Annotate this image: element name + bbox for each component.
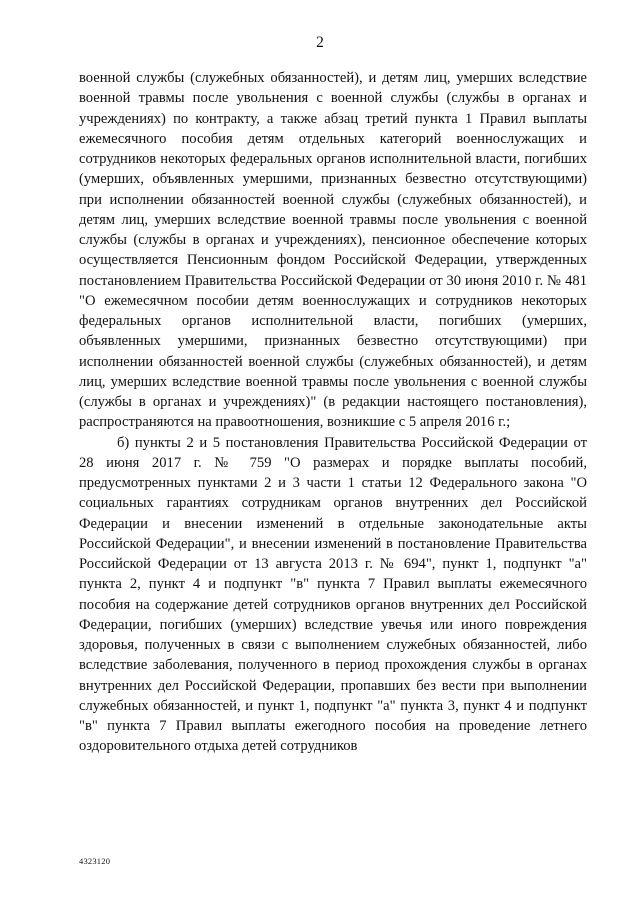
page-number: 2 [316, 34, 324, 51]
document-body [79, 68, 587, 757]
paragraph-item-b: б) пункты 2 и 5 постановления Правительства Российской Федерации от 28 июня 2017 г. № 759 "О размерах и порядке выплаты пособий, предусмотренных пунктами 2 и 3 части 1 статьи 12 Федерального закона "О социальных гарантиях сотрудникам органов внутренних дел Российской Федерации и внесении изменений в отдельные законодательные акты Российской Федерации", и внесении изменений в постановление Правительства Российской Федерации от 13 августа 2013 г. № 694", пункт 1, подпункт "а" пункта 2, пункт 4 и подпункт "в" пункта 7 Правил выплаты ежемесячного пособия на содержание детей сотрудников органов внутренних дел Российской Федерации, погибших (умерших) вследствие увечья или иного повреждения здоровья, полученных в связи с выполнением служебных обязанностей, либо вследствие заболевания, полученного в период прохождения службы в органах внутренних дел Российской Федерации, пропавших без вести при выполнении служебных обязанностей, и пункт 1, подпункт "а" пункта 3, пункт 4 и подпункт "в" пункта 7 Правил выплаты ежегодного пособия на проведение летнего оздоровительного отдыха детей сотрудников [79, 434, 587, 755]
document-code: 4323120 [79, 856, 111, 866]
paragraph-continuation: военной службы (служебных обязанностей), и детям лиц, умерших вследствие военной травмы после увольнения с военной службы (службы в органах и учреждениях) по контракту, а также абзац третий пункта 1 Правил выплаты ежемесячного пособия детям отдельных категорий военнослужащих и сотрудников некоторых федеральных органов исполнительной власти, погибших (умерших, объявленных умершими, признанных безвестно отсутствующими) при исполнении обязанностей военной службы (служебных обязанностей), и детям лиц, умерших вследствие военной травмы после увольнения с военной службы (службы в органах и учреждениях), пенсионное обеспечение которых осуществляется Пенсионным фондом Российской Федерации, утвержденных постановлением Правительства Российской Федерации от 30 июня 2010 г. № 481 "О ежемесячном пособии детям военнослужащих и сотрудников некоторых федеральных органов исполнительной власти, погибших (умерших, объявленных умершими, признанных безвестно отсутствующими) при исполнении обязанностей военной службы (служебных обязанностей), и детям лиц, умерших вследствие военной травмы после увольнения с военной службы (службы в органах и учреждениях)" (в редакции настоящего постановления), распространяются на правоотношения, возникшие с 5 апреля 2016 г.; [79, 70, 587, 431]
